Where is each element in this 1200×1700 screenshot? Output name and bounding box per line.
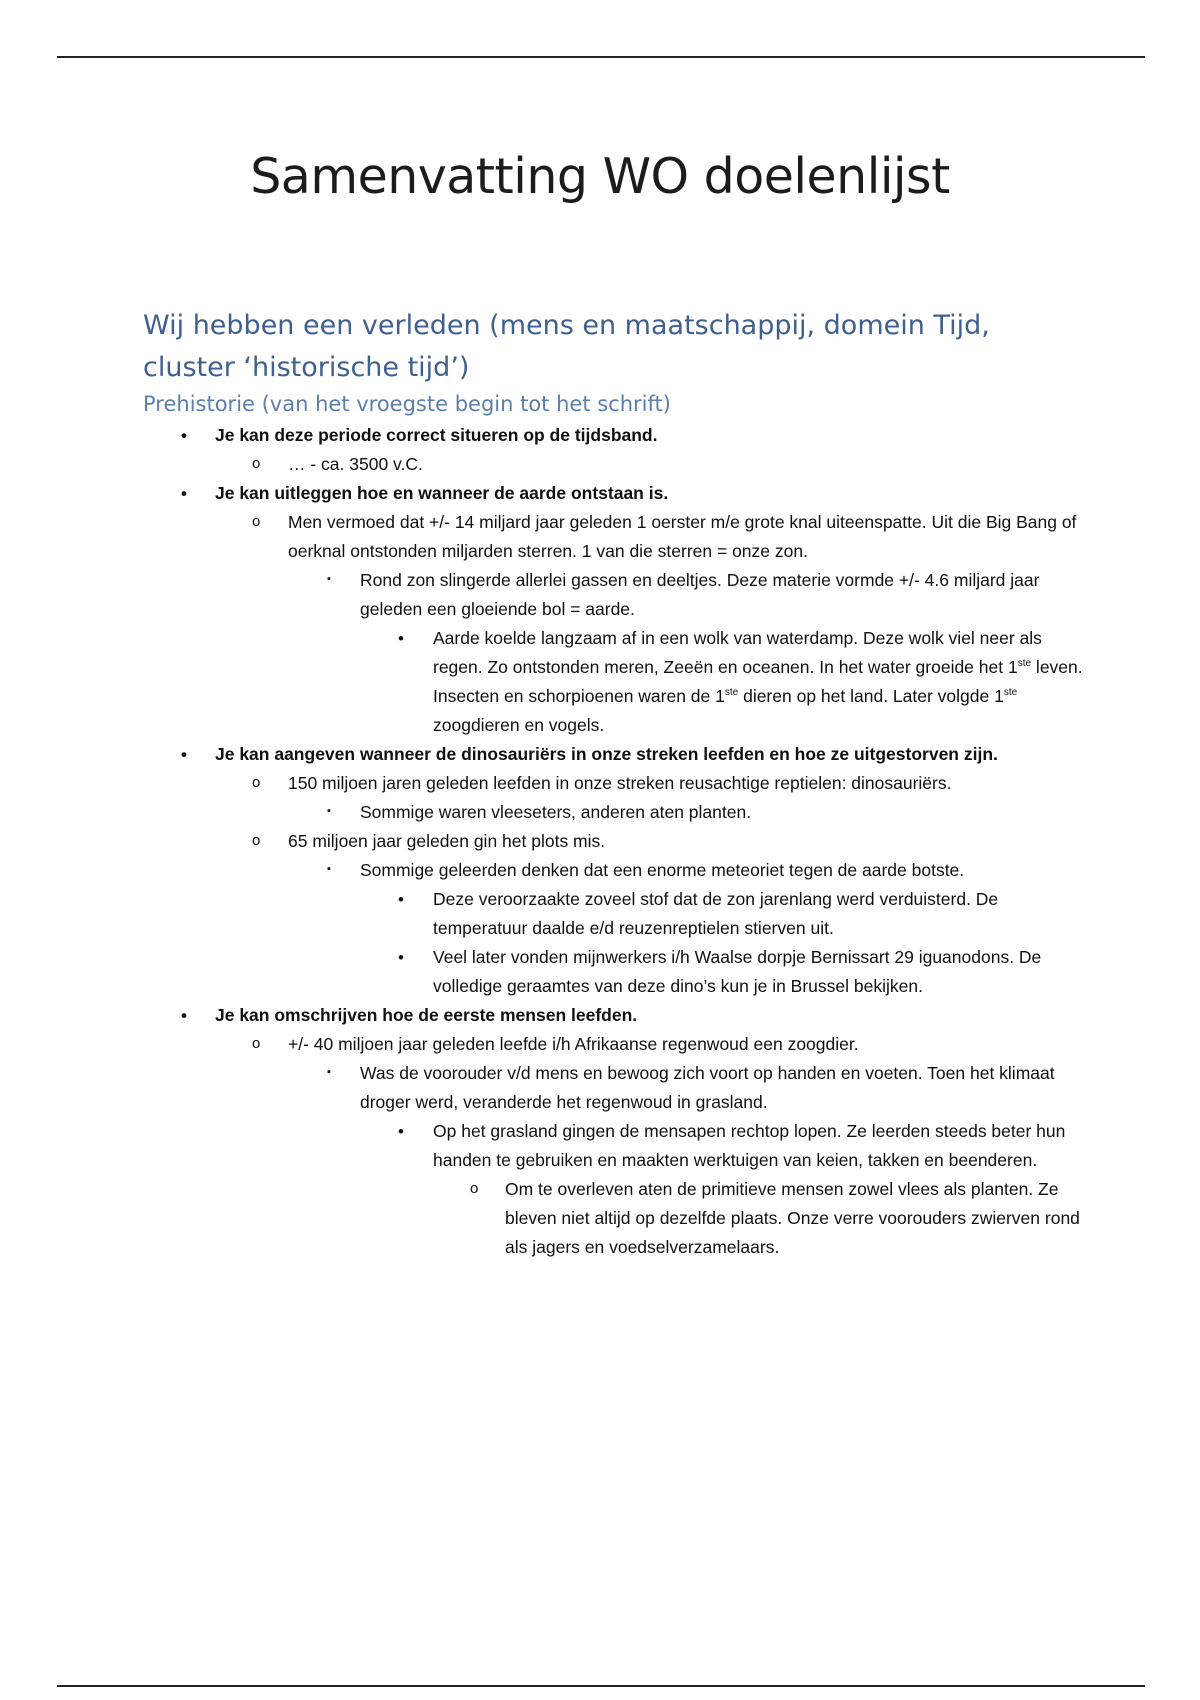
goal-list: [143, 421, 1083, 1262]
detail-item: ▪ Sommige geleerden denken dat een enorme meteoriet tegen de aarde botste.: [143, 856, 1083, 885]
sub-item: o +/- 40 miljoen jaar geleden leefde i/h Afrikaanse regenwoud een zoogdier.: [143, 1030, 1083, 1059]
detail-subsubitem: o Om te overleven aten de primitieve mensen zowel vlees als planten. Ze bleven niet altijd op dezelfde plaats. Onze verre voorouders zwierven rond als jagers en voedselverzamelaars.: [143, 1175, 1083, 1262]
detail-subitem: • Aarde koelde langzaam af in een wolk van waterdamp. Deze wolk viel neer als regen. Zo ontstonden meren, Zeeën en oceanen. In het water groeide het 1ste leven. Insecten en schorpioenen waren de 1ste dieren op het land. Later volgde 1ste zoogdieren en vogels.: [143, 624, 1083, 740]
sub-item: o … - ca. 3500 v.C.: [143, 450, 1083, 479]
goal-item: • Je kan omschrijven hoe de eerste mensen leefden.: [143, 1001, 1083, 1030]
document-title: Samenvatting WO doelenlijst: [250, 148, 950, 205]
detail-item: ▪ Was de voorouder v/d mens en bewoog zich voort op handen en voeten. Toen het klimaat droger werd, veranderde het regenwoud in grasland.: [143, 1059, 1083, 1117]
bullet-marker: •: [398, 948, 404, 967]
circle-marker: o: [252, 513, 261, 530]
circle-marker: o: [470, 1180, 479, 1197]
sub-item: o Men vermoed dat +/- 14 miljard jaar geleden 1 oerster m/e grote knal uiteenspatte. Uit die Big Bang of oerknal ontstonden miljarden sterren. 1 van die sterren = onze zon.: [143, 508, 1083, 566]
detail-item: ▪ Rond zon slingerde allerlei gassen en deeltjes. Deze materie vormde +/- 4.6 miljard jaar geleden een gloeiende bol = aarde.: [143, 566, 1083, 624]
bullet-marker: •: [181, 426, 187, 445]
bullet-marker: •: [181, 484, 187, 503]
detail-subitem: • Veel later vonden mijnwerkers i/h Waalse dorpje Bernissart 29 iguanodons. De volledige geraamtes van deze dino’s kun je in Brussel bekijken.: [143, 943, 1083, 1001]
sub-item: o 65 miljoen jaar geleden gin het plots mis.: [143, 827, 1083, 856]
bullet-marker: •: [398, 1122, 404, 1141]
header-rule: [57, 56, 1145, 58]
bullet-marker: •: [181, 1006, 187, 1025]
circle-marker: o: [252, 774, 261, 791]
detail-subitem: • Deze veroorzaakte zoveel stof dat de zon jarenlang werd verduisterd. De temperatuur daalde e/d reuzenreptielen stierven uit.: [143, 885, 1083, 943]
square-marker: ▪: [327, 863, 331, 875]
bullet-marker: •: [181, 745, 187, 764]
detail-item: ▪ Sommige waren vleeseters, anderen aten planten.: [143, 798, 1083, 827]
footer-rule: [57, 1685, 1145, 1687]
detail-subitem: • Op het grasland gingen de mensapen rechtop lopen. Ze leerden steeds beter hun handen te gebruiken en maakten werktuigen van keien, takken en beenderen.: [143, 1117, 1083, 1175]
square-marker: ▪: [327, 573, 331, 585]
sub-item: o 150 miljoen jaren geleden leefden in onze streken reusachtige reptielen: dinosauriërs.: [143, 769, 1083, 798]
circle-marker: o: [252, 455, 261, 472]
section-subheading: Prehistorie (van het vroegste begin tot het schrift): [143, 392, 671, 416]
goal-item: • Je kan uitleggen hoe en wanneer de aarde ontstaan is.: [143, 479, 1083, 508]
bullet-marker: •: [398, 629, 404, 648]
section-heading: Wij hebben een verleden (mens en maatschappij, domein Tijd, cluster ‘historische tijd’): [143, 310, 990, 383]
document-body: [143, 305, 1083, 1262]
goal-item: • Je kan deze periode correct situeren op de tijdsband.: [143, 421, 1083, 450]
circle-marker: o: [252, 832, 261, 849]
bullet-marker: •: [398, 890, 404, 909]
square-marker: ▪: [327, 1066, 331, 1078]
square-marker: ▪: [327, 805, 331, 817]
goal-item: • Je kan aangeven wanneer de dinosauriërs in onze streken leefden en hoe ze uitgestorven zijn.: [143, 740, 1083, 769]
circle-marker: o: [252, 1035, 261, 1052]
